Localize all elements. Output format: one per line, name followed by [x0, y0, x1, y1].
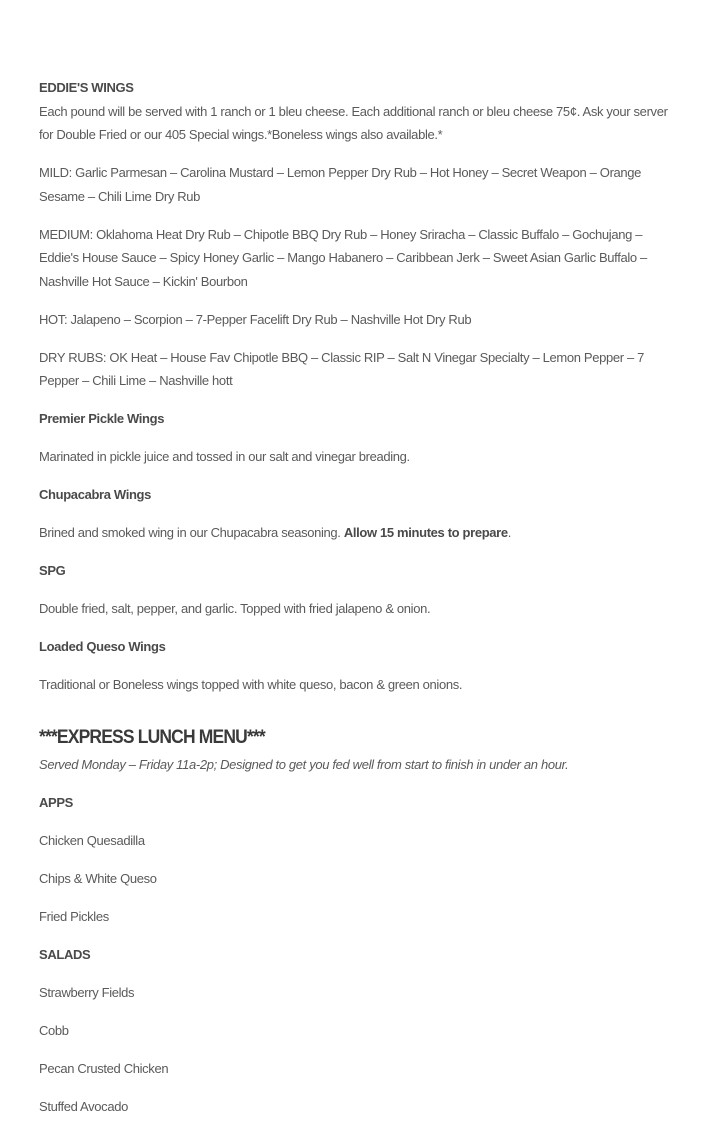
menu-item-stuffed-avocado: Stuffed Avocado [39, 1098, 128, 1114]
loaded-queso-title: Loaded Queso Wings [39, 639, 166, 654]
premier-pickle-title: Premier Pickle Wings [39, 411, 165, 426]
express-lunch-subtitle: Served Monday – Friday 11a-2p; Designed to get you fed well from start to finish in under an hour. [39, 756, 569, 772]
spg-title: SPG [39, 563, 66, 578]
menu-item-fried-pickles: Fried Pickles [39, 908, 109, 924]
express-lunch-title: ***EXPRESS LUNCH MENU*** [39, 726, 265, 748]
menu-item-chicken-quesadilla: Chicken Quesadilla [39, 832, 145, 848]
menu-item-cobb: Cobb [39, 1022, 69, 1038]
apps-title: APPS [39, 794, 74, 810]
chupacabra-desc: Brined and smoked wing in our Chupacabra seasoning. [39, 525, 344, 540]
hot-flavors: HOT: Jalapeno – Scorpion – 7-Pepper Facelift Dry Rub – Nashville Hot Dry Rub [39, 311, 472, 327]
chupacabra-note: Allow 15 minutes to prepare [343, 525, 508, 540]
wings-title: EDDIE'S WINGS [39, 80, 134, 95]
mild-flavors: MILD: Garlic Parmesan – Carolina Mustard – Lemon Pepper Dry Rub – Hot Honey – Secret Weapon – Orange Sesame – Chili Lime Dry Rub [39, 165, 642, 204]
loaded-queso-desc: Traditional or Boneless wings topped with white queso, bacon & green onions. [39, 677, 463, 692]
menu-item-strawberry-fields: Strawberry Fields [39, 984, 135, 1000]
chupacabra-desc-paragraph [39, 521, 669, 545]
menu-content [39, 76, 669, 1133]
menu-item-pecan-crusted-chicken: Pecan Crusted Chicken [39, 1060, 169, 1076]
salads-title: SALADS [39, 946, 91, 962]
wings-intro: Each pound will be served with 1 ranch or 1 bleu cheese. Each additional ranch or bleu cheese 75¢. Ask your server for Double Fried or our 405 Special wings.*Boneless wings also available.* [39, 103, 668, 142]
dry-rub-flavors: DRY RUBS: OK Heat – House Fav Chipotle BBQ – Classic RIP – Salt N Vinegar Specialty – Lemon Pepper – 7 Pepper – Chili Lime – Nashville hott [39, 349, 644, 388]
chupacabra-title: Chupacabra Wings [39, 487, 152, 502]
wings-section [39, 76, 669, 147]
premier-pickle-desc: Marinated in pickle juice and tossed in our salt and vinegar breading. [39, 449, 410, 464]
menu-item-chips-queso: Chips & White Queso [39, 870, 157, 886]
spg-desc: Double fried, salt, pepper, and garlic. Topped with fried jalapeno & onion. [39, 601, 431, 616]
medium-flavors: MEDIUM: Oklahoma Heat Dry Rub – Chipotle BBQ Dry Rub – Honey Sriracha – Classic Buffalo – Gochujang – Eddie's House Sauce – Spicy Honey Garlic – Mango Habanero – Caribbean Jerk – Sweet Asian Garlic Buffalo – Nashville Hot Sauce – Kickin' Bourbon [39, 226, 647, 289]
chupacabra-period: . [507, 525, 512, 540]
